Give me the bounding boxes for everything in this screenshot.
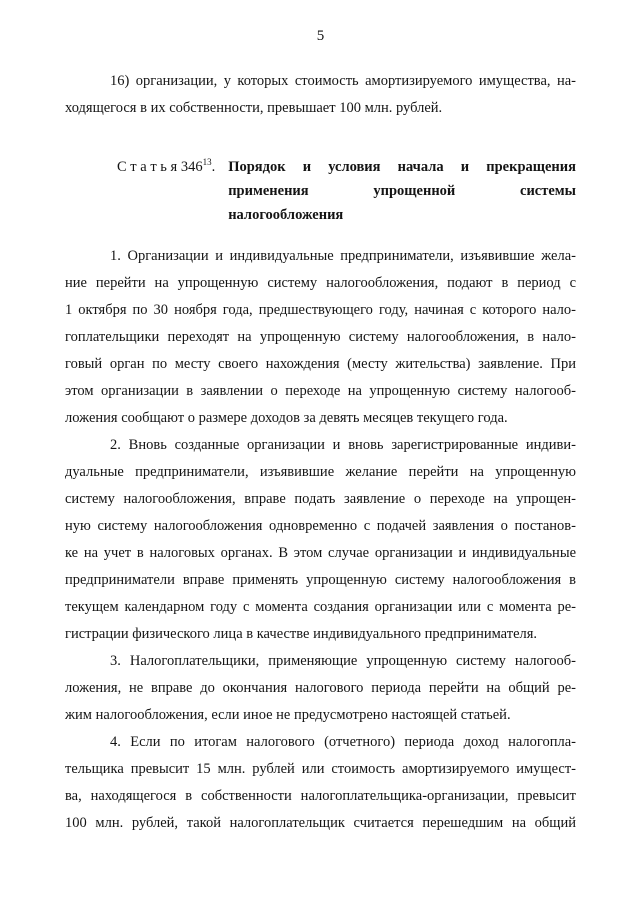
text-line: жим налогообложения, если иное не предусмотрено настоящей статьей. (65, 707, 511, 723)
text-line: ложения, не вправе до окончания налогового периода перейти на общий ре- (65, 680, 576, 696)
text-line: 1 октября по 30 ноября года, предшествующего году, начиная с которого нало- (65, 302, 576, 318)
paragraph-item-16 (65, 68, 576, 122)
text-line: 4. Если по итогам налогового (отчетного) периода доход налогопла- (110, 734, 576, 750)
text-line: 3. Налогоплательщики, применяющие упрощенную систему налогооб- (110, 653, 576, 669)
text-line: ложения сообщают о размере доходов за девять месяцев текущего года. (65, 410, 508, 426)
text-line: применения упрощенной системы (228, 183, 576, 199)
page-number: 5 (316, 28, 325, 44)
text-line: 100 млн. рублей, такой налогоплательщик считается перешедшим на общий (65, 815, 576, 831)
text-line: ке на учет в налоговых органах. В этом случае организации и индивидуальные (65, 545, 576, 561)
text-line: 1. Организации и индивидуальные предприниматели, изъявившие жела- (110, 248, 576, 264)
text-line: налогообложения (228, 207, 344, 223)
text-line: говый орган по месту своего нахождения (месту жительства) заявление. При (65, 356, 576, 372)
paragraph-1 (65, 243, 576, 432)
text-line: ва, находящегося в собственности налогоплательщика-организации, превысит (65, 788, 576, 804)
article-title (228, 155, 576, 227)
text-line: 16) организации, у которых стоимость амортизируемого имущества, на- (110, 73, 576, 89)
article-heading (65, 155, 576, 227)
text-line: текущем календарном году с момента создания организации или с момента ре- (65, 599, 576, 615)
article-number-superscript: 13 (202, 157, 212, 168)
paragraph-4 (65, 729, 576, 837)
text-line: Порядок и условия начала и прекращения (228, 159, 576, 175)
text-line: 2. Вновь созданные организации и вновь зарегистрированные индиви- (110, 437, 576, 453)
paragraph-3 (65, 648, 576, 729)
text-line: тельщика превысит 15 млн. рублей или стоимость амортизируемого имущест- (65, 761, 576, 777)
article-label-period: . (211, 159, 216, 175)
article-label-text: С т а т ь я 346 (117, 159, 203, 175)
text-line: этом организации в заявлении о переходе на упрощенную систему налогооб- (65, 383, 576, 399)
text-line: систему налогообложения, вправе подать заявление о переходе на упрощен- (65, 491, 576, 507)
paragraph-2 (65, 432, 576, 648)
text-line: гоплательщики переходят на упрощенную систему налогообложения, в нало- (65, 329, 576, 345)
text-line: дуальные предприниматели, изъявившие желание перейти на упрощенную (65, 464, 576, 480)
text-line: ходящегося в их собственности, превышает 100 млн. рублей. (65, 100, 443, 116)
text-line: ную систему налогообложения одновременно с подачей заявления о постанов- (65, 518, 576, 534)
text-line: предприниматели вправе применять упрощенную систему налогообложения в (65, 572, 576, 588)
article-label (117, 155, 215, 179)
text-line: гистрации физического лица в качестве индивидуального предпринимателя. (65, 626, 538, 642)
text-line: ние перейти на упрощенную систему налогообложения, подают в период с (65, 275, 576, 291)
